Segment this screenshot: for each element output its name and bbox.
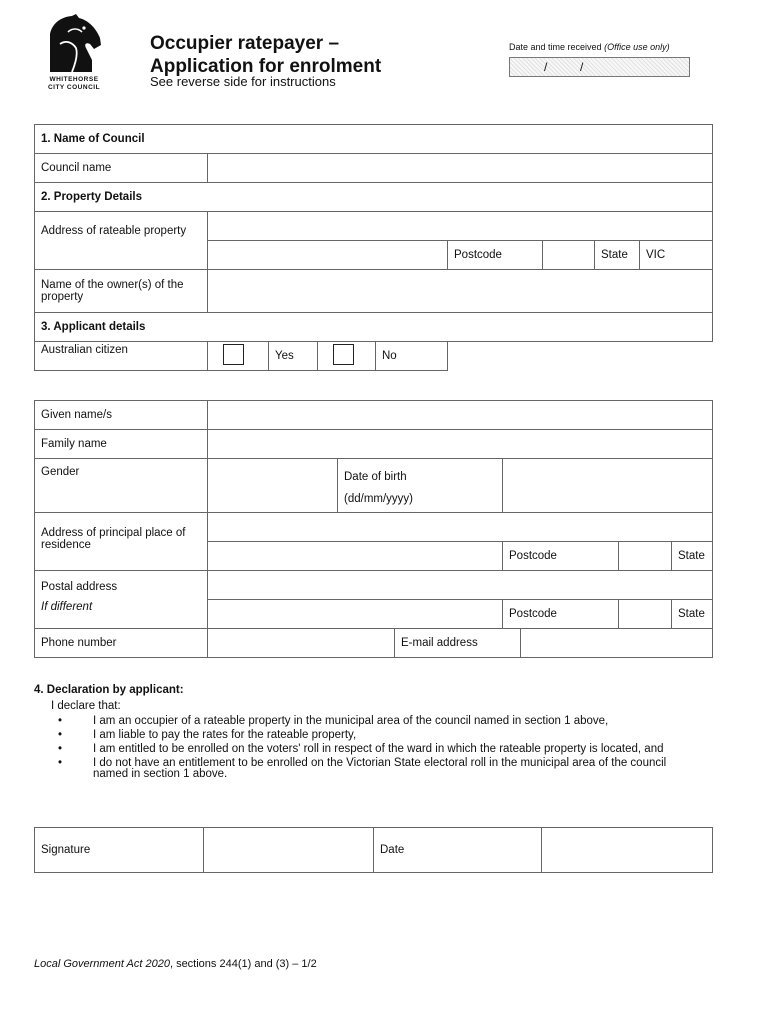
applicant-details-table — [34, 400, 713, 658]
declaration-item: • I am entitled to be enrolled on the voters' roll in respect of the ward in which the rateable property is located, and — [34, 744, 684, 755]
form-subtitle: See reverse side for instructions — [150, 74, 336, 89]
yes-label: Yes — [269, 342, 318, 371]
rateable-address-line2[interactable] — [208, 241, 448, 270]
declaration-item: • I am liable to pay the rates for the rateable property, — [34, 730, 684, 741]
signature-field[interactable] — [204, 828, 374, 873]
page-footer: Local Government Act 2020, sections 244(1) and (3) – 1/2 — [34, 958, 317, 970]
signature-label: Signature — [35, 828, 204, 873]
citizen-no-checkbox[interactable] — [333, 344, 354, 365]
residence-postcode-label: Postcode — [503, 542, 619, 571]
declaration-list — [34, 716, 684, 780]
postal-address-line2[interactable] — [208, 600, 503, 629]
citizen-yes-cell — [208, 342, 269, 371]
postcode-label: Postcode — [448, 241, 543, 270]
section-2-heading: 2. Property Details — [35, 183, 713, 212]
state-value: VIC — [640, 241, 713, 270]
date-received-box: / / — [509, 57, 690, 77]
email-label: E-mail address — [395, 629, 521, 658]
postal-postcode-field[interactable] — [619, 600, 672, 629]
email-field[interactable] — [521, 629, 713, 658]
rateable-address-line1[interactable] — [208, 212, 713, 241]
horse-head-icon — [46, 14, 102, 72]
residence-address-label: Address of principal place of residence — [35, 513, 208, 571]
rateable-postcode-field[interactable] — [543, 241, 595, 270]
section-1-heading: 1. Name of Council — [35, 125, 713, 154]
signature-date-field[interactable] — [542, 828, 713, 873]
gender-label: Gender — [35, 459, 208, 513]
postal-address-line1[interactable] — [208, 571, 713, 600]
postal-address-label: Postal address If different — [35, 571, 208, 629]
declaration-item: • I do not have an entitlement to be enrolled on the Victorian State electoral roll in the municipal area of the council named in section 1 above. — [34, 758, 684, 780]
citizen-label: Australian citizen — [35, 342, 208, 371]
no-label: No — [376, 342, 448, 371]
council-name-field[interactable] — [208, 154, 713, 183]
gender-field[interactable] — [208, 459, 338, 513]
declaration-intro: I declare that: — [51, 700, 121, 712]
council-name-label: Council name — [35, 154, 208, 183]
property-details-table — [34, 124, 713, 371]
citizen-yes-checkbox[interactable] — [223, 344, 244, 365]
declaration-item: • I am an occupier of a rateable property in the municipal area of the council named in section 1 above, — [34, 716, 684, 727]
postal-postcode-label: Postcode — [503, 600, 619, 629]
office-use-label: Date and time received (Office use only) — [509, 42, 670, 52]
residence-postcode-field[interactable] — [619, 542, 672, 571]
residence-address-line1[interactable] — [208, 513, 713, 542]
residence-state-label: State — [672, 542, 713, 571]
section-3-heading: 3. Applicant details — [35, 313, 713, 342]
owner-name-field[interactable] — [208, 270, 713, 313]
logo-wordmark: WHITEHORSE CITY COUNCIL — [47, 76, 101, 91]
signature-table — [34, 827, 713, 873]
given-names-field[interactable] — [208, 401, 713, 430]
declaration-heading: 4. Declaration by applicant: — [34, 684, 184, 696]
postal-state-label: State — [672, 600, 713, 629]
owner-name-label: Name of the owner(s) of the property — [35, 270, 208, 313]
form-title: Occupier ratepayer – Application for enrolment — [150, 33, 382, 77]
family-name-field[interactable] — [208, 430, 713, 459]
family-name-label: Family name — [35, 430, 208, 459]
state-label: State — [595, 241, 640, 270]
dob-field[interactable] — [503, 459, 713, 513]
dob-label: Date of birth (dd/mm/yyyy) — [338, 459, 503, 513]
residence-address-line2[interactable] — [208, 542, 503, 571]
phone-label: Phone number — [35, 629, 208, 658]
citizen-no-cell — [318, 342, 376, 371]
given-names-label: Given name/s — [35, 401, 208, 430]
rateable-address-label: Address of rateable property — [35, 212, 208, 270]
declaration-section — [34, 683, 684, 783]
phone-field[interactable] — [208, 629, 395, 658]
council-logo — [40, 14, 108, 96]
signature-date-label: Date — [374, 828, 542, 873]
